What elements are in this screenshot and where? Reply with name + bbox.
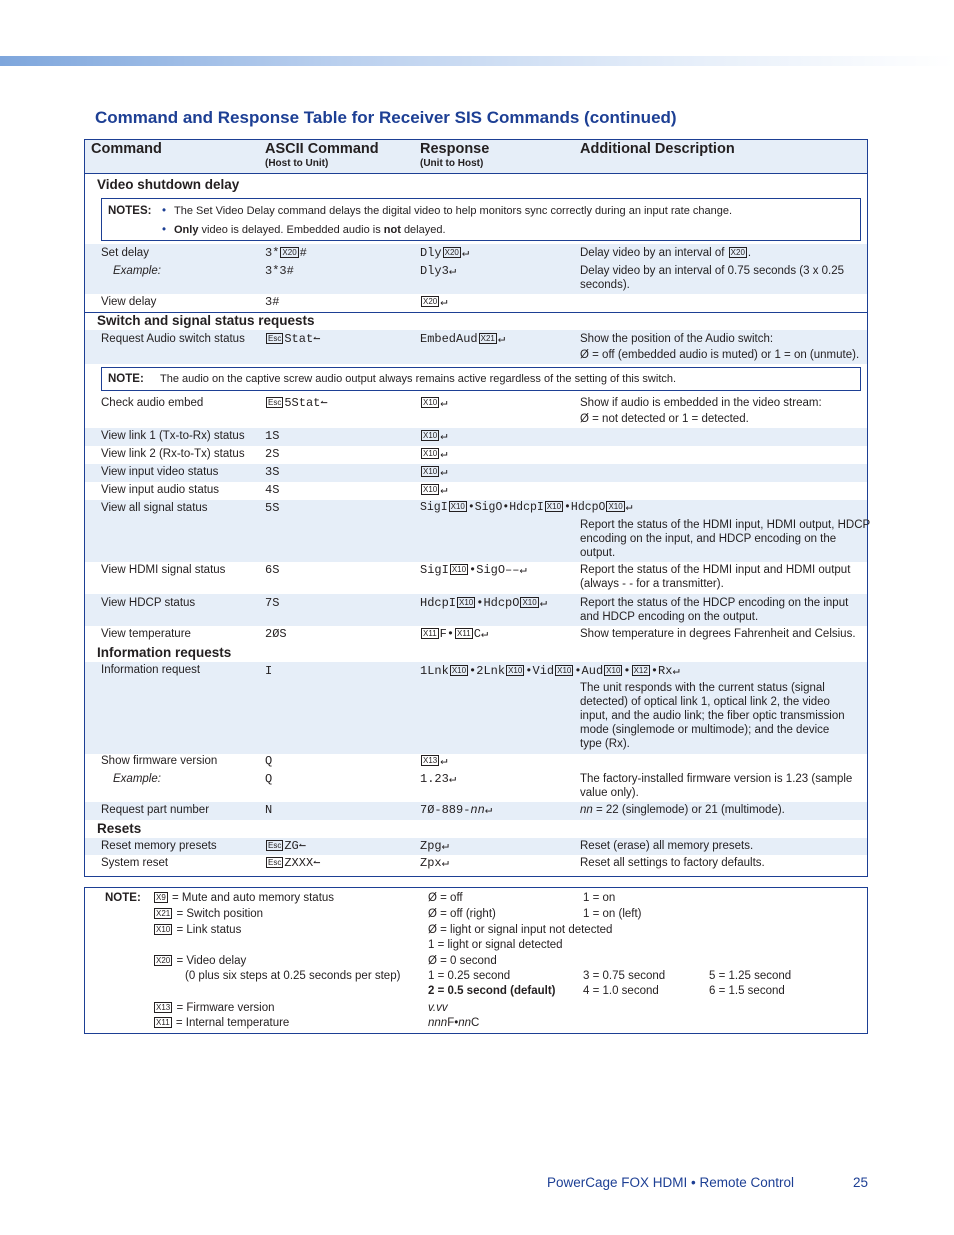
cell-description: Show the position of the Audio switch: — [580, 333, 774, 345]
x11-key-icon: X11 — [457, 629, 471, 638]
cell-example-label: Example: — [113, 773, 161, 785]
bullet: • — [162, 205, 167, 217]
value-text: Ø = off (right) — [428, 908, 496, 920]
esc-key-icon: Esc — [268, 858, 282, 867]
text: Stat — [284, 332, 314, 346]
cell-description: Report the status of the HDCP encoding on the input and HDCP encoding on the output. — [580, 597, 849, 623]
header-gradient-bar — [0, 56, 954, 66]
value-text: 1 = on — [583, 892, 616, 904]
cell-response — [420, 627, 488, 641]
cell-ascii — [265, 332, 320, 346]
emphasis-only: Only — [174, 224, 199, 236]
enter-icon: ↵ — [497, 332, 506, 346]
cell-description: Ø = not detected or 1 = detected. — [580, 413, 749, 425]
x10-key-icon: X10 — [557, 666, 572, 675]
return-arrow-icon: ↼ — [298, 839, 306, 853]
cell-response — [420, 754, 447, 768]
cell-response — [420, 447, 447, 461]
cell-ascii: 2ØS — [265, 627, 287, 641]
cell-command: Information request — [101, 664, 201, 676]
text: = Link status — [176, 924, 242, 936]
text: •SigO–– — [469, 563, 520, 577]
enter-icon: ↵ — [441, 856, 449, 870]
x20-key-icon: X20 — [423, 297, 438, 306]
x10-key-icon: X10 — [423, 449, 438, 458]
cell-ascii — [265, 246, 307, 260]
x9-key-icon: X9 — [156, 893, 166, 902]
text: 5Stat — [284, 396, 321, 410]
cell-description: Reset (erase) all memory presets. — [580, 840, 754, 852]
text: Delay video by an interval of — [580, 247, 725, 259]
cell-command: Reset memory presets — [101, 840, 217, 852]
notes-line-2b: delayed. — [403, 224, 446, 236]
legend-x9 — [153, 891, 334, 906]
text: 1Lnk — [420, 664, 449, 678]
cell-command: System reset — [101, 857, 169, 869]
cell-response — [420, 772, 456, 786]
cell-response — [420, 856, 449, 870]
cell-description — [580, 246, 751, 260]
text: (sample value only). — [580, 773, 853, 799]
value-text: v.vv — [428, 1002, 448, 1014]
x10-key-icon: X10 — [546, 502, 562, 511]
cell-ascii — [265, 839, 306, 853]
legend-x11 — [153, 1016, 289, 1031]
x10-key-icon: X10 — [423, 485, 438, 494]
variables-note-box — [84, 887, 868, 1034]
cell-response — [420, 295, 447, 309]
note-box — [101, 367, 861, 391]
text: nn — [470, 803, 485, 817]
cell-response — [420, 264, 456, 278]
emphasis-not: not — [383, 224, 401, 236]
text: The factory-installed firmware version is — [580, 773, 786, 785]
cell-ascii: 4S — [265, 483, 280, 497]
text: Zpx — [420, 856, 442, 870]
x10-key-icon: X10 — [156, 925, 171, 934]
section-resets: Resets — [97, 821, 142, 836]
cell-ascii: 6S — [265, 563, 280, 577]
text: C — [473, 627, 481, 641]
text: •SigO — [467, 501, 503, 514]
x10-key-icon: X10 — [451, 565, 467, 574]
esc-key-icon: Esc — [268, 841, 282, 850]
cell-ascii: 3S — [265, 465, 280, 479]
text: •HdcpI — [502, 501, 544, 514]
notes-line-2a: video is delayed. Embedded audio is — [201, 224, 381, 236]
value-text: Ø = light or signal input not detected — [428, 924, 613, 936]
return-arrow-icon: ↼ — [313, 332, 321, 346]
x13-key-icon: X13 — [423, 756, 438, 765]
value-text: 1 = 0.25 second — [428, 970, 511, 982]
cell-command: View HDCP status — [101, 597, 196, 609]
cell-response — [420, 596, 547, 610]
cell-description: Show if audio is embedded in the video stream: — [580, 397, 822, 409]
cell-command: View link 2 (Rx-to-Tx) status — [101, 448, 245, 460]
x12-key-icon: X12 — [633, 666, 648, 675]
cell-description — [580, 772, 870, 800]
text: Zpg — [420, 839, 442, 853]
cell-ascii: N — [265, 803, 273, 817]
text: 1.23 — [785, 773, 809, 785]
x20-key-icon: X20 — [282, 248, 297, 257]
col-command: Command — [91, 141, 162, 157]
enter-icon: ↵ — [440, 465, 448, 479]
enter-icon: ↵ — [625, 501, 633, 514]
text: = Firmware version — [176, 1002, 275, 1014]
enter-icon: ↵ — [440, 483, 448, 497]
note-label: NOTE: — [108, 373, 144, 385]
cell-ascii: 5S — [265, 501, 280, 515]
enter-icon: ↵ — [539, 596, 547, 610]
cell-command: Set delay — [101, 247, 149, 259]
cell-description: Delay video by an interval of 0.75 seconds (3 x 0.25 seconds). — [580, 265, 845, 291]
text: •2Lnk — [469, 664, 506, 678]
cell-command: Request part number — [101, 804, 210, 816]
text: ZXXX — [284, 856, 314, 870]
x10-key-icon: X10 — [608, 502, 623, 511]
cell-description: Report the status of the HDMI input and HDMI output (always - - for a transmitter). — [580, 564, 851, 590]
cell-ascii: 1S — [265, 429, 280, 443]
cell-description: Show temperature in degrees Fahrenheit and Celsius. — [580, 628, 856, 640]
cell-command: Show firmware version — [101, 755, 218, 767]
cell-ascii: 7S — [265, 596, 280, 610]
enter-icon: ↵ — [484, 803, 493, 817]
cell-command: View input video status — [101, 466, 219, 478]
enter-icon: ↵ — [480, 627, 489, 641]
cell-response — [420, 429, 447, 443]
x10-key-icon: X10 — [459, 598, 474, 607]
text: # — [299, 246, 307, 260]
cell-ascii: Q — [265, 754, 273, 768]
text: nn — [458, 1017, 472, 1029]
text: C — [471, 1017, 480, 1029]
page-title: Command and Response Table for Receiver SIS Commands (continued) — [95, 108, 677, 127]
cell-response — [420, 501, 633, 515]
cell-command: View all signal status — [101, 502, 208, 514]
x20-key-icon: X20 — [444, 248, 459, 257]
value-text: 3 = 0.75 second — [583, 970, 666, 982]
page-number: 25 — [853, 1175, 869, 1190]
cell-description: Reset all settings to factory defaults. — [580, 857, 765, 869]
cell-response — [420, 332, 505, 346]
cell-response — [420, 563, 527, 577]
cell-command: Request Audio switch status — [101, 333, 245, 345]
x20-key-icon: X20 — [730, 248, 745, 257]
cell-response — [420, 396, 447, 410]
text: •Vid — [525, 664, 555, 678]
col-response-sub: (Unit to Host) — [420, 158, 484, 169]
value-text: Ø = off — [428, 892, 463, 904]
x13-key-icon: X13 — [156, 1003, 171, 1012]
command-table — [84, 139, 868, 877]
x11-key-icon: X11 — [423, 629, 437, 638]
text: nnn — [428, 1017, 448, 1029]
legend-x20 — [153, 954, 246, 969]
cell-response — [420, 483, 447, 497]
return-arrow-icon: ↼ — [320, 396, 328, 410]
cell-command: View temperature — [101, 628, 191, 640]
cell-description: Ø = off (embedded audio is muted) or 1 = on (unmute). — [580, 349, 860, 361]
cell-command: View HDMI signal status — [101, 564, 226, 576]
x10-key-icon: X10 — [522, 598, 537, 607]
text: • — [623, 664, 631, 678]
col-response: Response — [420, 141, 490, 157]
enter-icon: ↵ — [461, 246, 470, 260]
enter-icon: ↵ — [440, 447, 448, 461]
col-description: Additional Description — [580, 141, 735, 157]
table-header — [85, 140, 867, 174]
col-ascii-sub: (Host to Unit) — [265, 158, 329, 169]
esc-key-icon: Esc — [268, 398, 282, 407]
notes-line-1: The Set Video Delay command delays the digital video to help monitors sync correctly during an input rate change. — [174, 205, 733, 217]
footer-product: PowerCage FOX HDMI • Remote Control — [547, 1175, 795, 1190]
text: = Video delay — [176, 955, 247, 967]
legend-x13 — [153, 1001, 275, 1016]
text: 1.23 — [420, 772, 449, 786]
text: •Rx — [650, 664, 673, 678]
legend-x10 — [153, 923, 241, 938]
enter-icon: ↵ — [519, 563, 527, 577]
cell-description — [580, 803, 785, 817]
value-text: 1 = light or signal detected — [428, 939, 563, 951]
cell-ascii: 3*3# — [265, 264, 294, 278]
text: •Aud — [574, 664, 604, 678]
legend-x21 — [153, 907, 263, 922]
x10-key-icon: X10 — [423, 431, 438, 440]
text: = 22 (singlemode) or 21 (multimode). — [592, 804, 785, 816]
enter-icon: ↵ — [441, 839, 449, 853]
cell-ascii: 2S — [265, 447, 280, 461]
cell-ascii — [265, 396, 328, 410]
cell-ascii: Q — [265, 772, 273, 786]
x11-key-icon: X11 — [156, 1018, 170, 1027]
enter-icon: ↵ — [440, 295, 448, 309]
x21-key-icon: X21 — [480, 334, 495, 343]
text: Dly — [420, 246, 442, 260]
text: EmbedAud — [420, 332, 478, 346]
text: 7Ø-889- — [420, 803, 471, 817]
value-text — [428, 1016, 479, 1031]
enter-icon: ↵ — [448, 264, 457, 278]
x20-key-icon: X20 — [156, 956, 171, 965]
cell-description: Report the status of the HDMI input, HDMI output, HDCP encoding on the input, and HDCP encoding on the output. — [580, 519, 870, 559]
cell-command: Check audio embed — [101, 397, 204, 409]
value-text: 2 = 0.5 second (default) — [428, 985, 556, 997]
cell-command: View input audio status — [101, 484, 220, 496]
enter-icon: ↵ — [672, 664, 680, 678]
enter-icon: ↵ — [440, 754, 448, 768]
cell-ascii — [265, 856, 320, 870]
value-text: 5 = 1.25 second — [709, 970, 792, 982]
return-arrow-icon: ↼ — [313, 856, 321, 870]
notes-line-2 — [174, 223, 446, 237]
section-information: Information requests — [97, 645, 232, 660]
text: . — [747, 247, 752, 259]
x10-key-icon: X10 — [451, 666, 467, 675]
cell-command: View delay — [101, 296, 157, 308]
text: nn — [580, 804, 593, 816]
x10-key-icon: X10 — [423, 398, 438, 407]
text: = Internal temperature — [175, 1017, 290, 1029]
cell-response — [420, 465, 447, 479]
esc-key-icon: Esc — [268, 334, 282, 343]
value-text: 4 = 1.0 second — [583, 985, 659, 997]
cell-ascii: I — [265, 664, 273, 678]
cell-response — [420, 246, 469, 260]
notes-box — [101, 198, 861, 241]
enter-icon: ↵ — [440, 396, 448, 410]
notes-label: NOTES: — [108, 205, 152, 217]
text: Dly3 — [420, 264, 449, 278]
legend-x20-sub: (0 plus six steps at 0.25 seconds per step) — [185, 970, 401, 982]
value-text: Ø = 0 second — [428, 955, 497, 967]
x10-key-icon: X10 — [450, 502, 465, 511]
cell-description: The unit responds with the current status (signal detected) of optical link 1, optical link 2, the video input, and the audio link; the fiber optic transmission mode (singlemode or multimode); and the device type (Rx). — [580, 682, 845, 750]
text: SigI — [420, 501, 448, 514]
cell-response — [420, 803, 492, 817]
text: F• — [439, 627, 455, 641]
x21-key-icon: X21 — [156, 909, 171, 918]
section-video-shutdown: Video shutdown delay — [97, 177, 240, 192]
cell-example-label: Example: — [113, 265, 161, 277]
text: •HdcpO — [564, 501, 606, 514]
value-text: 1 = on (left) — [583, 908, 642, 920]
value-text: 6 = 1.5 second — [709, 985, 785, 997]
note-label: NOTE: — [105, 892, 141, 904]
text: = Switch position — [176, 908, 264, 920]
text: HdcpI — [420, 596, 457, 610]
bullet: • — [162, 224, 167, 236]
text: SigI — [420, 563, 449, 577]
cell-response — [420, 664, 680, 678]
text: 3* — [265, 246, 280, 260]
cell-ascii: 3# — [265, 295, 280, 309]
text: = Mute and auto memory status — [172, 892, 335, 904]
note-text: The audio on the captive screw audio output always remains active regardless of the setting of this switch. — [160, 373, 677, 385]
col-ascii: ASCII Command — [265, 141, 379, 157]
section-switch-signal: Switch and signal status requests — [97, 313, 315, 328]
x10-key-icon: X10 — [423, 467, 438, 476]
text: •HdcpO — [476, 596, 520, 610]
text: F• — [447, 1017, 459, 1029]
enter-icon: ↵ — [440, 429, 448, 443]
enter-icon: ↵ — [448, 772, 457, 786]
x10-key-icon: X10 — [606, 666, 621, 675]
table-row-view-delay — [85, 294, 867, 311]
x10-key-icon: X10 — [508, 666, 523, 675]
text: ZG — [284, 839, 299, 853]
cell-command: View link 1 (Tx-to-Rx) status — [101, 430, 245, 442]
cell-response — [420, 839, 449, 853]
